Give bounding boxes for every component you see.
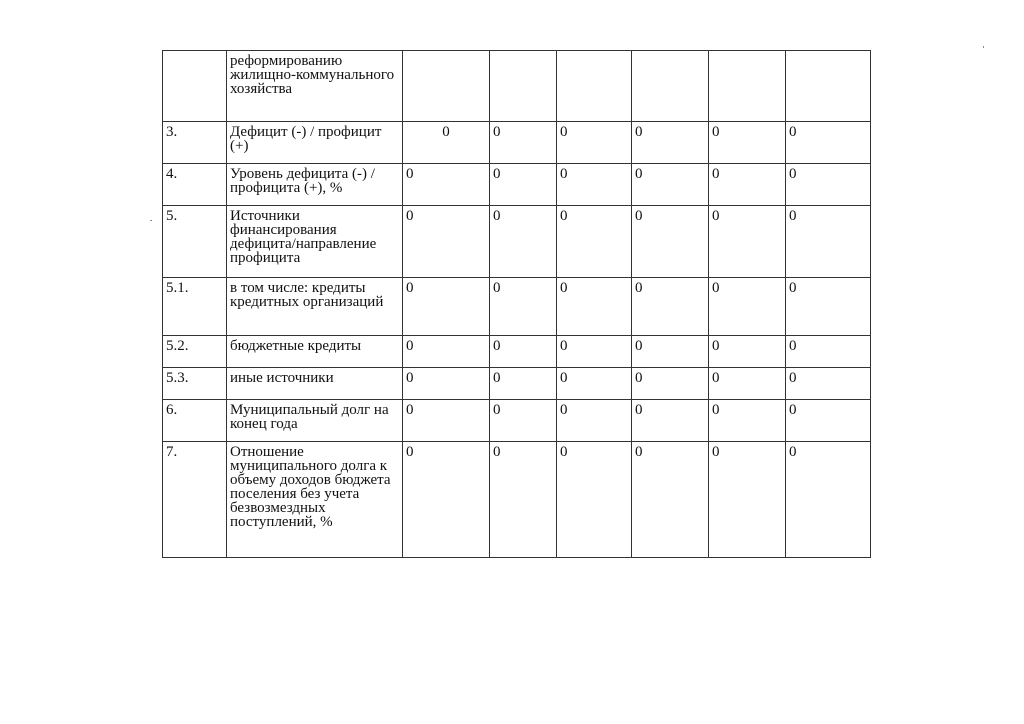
value-cell: 0 (709, 206, 786, 278)
value-cell: 0 (490, 442, 557, 558)
row-number-cell (163, 51, 227, 122)
value-cell: 0 (403, 164, 490, 206)
value-cell (557, 51, 632, 122)
value-cell: 0 (490, 206, 557, 278)
value-cell: 0 (557, 278, 632, 336)
value-cell: 0 (786, 122, 871, 164)
value-cell: 0 (557, 400, 632, 442)
value-cell: 0 (709, 122, 786, 164)
value-cell (490, 51, 557, 122)
row-number-cell: 6. (163, 400, 227, 442)
table-row (163, 400, 871, 442)
value-cell: 0 (403, 400, 490, 442)
value-cell: 0 (490, 400, 557, 442)
value-cell: 0 (557, 164, 632, 206)
budget-indicators-table (162, 50, 871, 558)
row-number-cell: 3. (163, 122, 227, 164)
value-cell: 0 (557, 206, 632, 278)
value-cell: 0 (709, 442, 786, 558)
value-cell: 0 (786, 442, 871, 558)
value-cell (709, 51, 786, 122)
table-row (163, 336, 871, 368)
table-row (163, 122, 871, 164)
indicator-label-cell: Муниципальный долг на конец года (227, 400, 403, 442)
value-cell: 0 (709, 400, 786, 442)
value-cell: 0 (403, 442, 490, 558)
indicator-label-cell: Дефицит (-) / профицит (+) (227, 122, 403, 164)
table-row (163, 206, 871, 278)
value-cell: 0 (557, 368, 632, 400)
value-cell: 0 (709, 278, 786, 336)
value-cell: 0 (786, 278, 871, 336)
value-cell: 0 (786, 164, 871, 206)
table-row (163, 164, 871, 206)
value-cell: 0 (557, 336, 632, 368)
value-cell: 0 (490, 368, 557, 400)
indicator-label-cell: Уровень дефицита (-) /профицита (+), % (227, 164, 403, 206)
indicator-label-cell: Отношение муниципального долга к объему доходов бюджета поселения без учета безвозмездных поступлений, % (227, 442, 403, 558)
value-cell: 0 (709, 336, 786, 368)
value-cell: 0 (709, 368, 786, 400)
value-cell: 0 (403, 278, 490, 336)
value-cell: 0 (632, 278, 709, 336)
table-row (163, 442, 871, 558)
value-cell: 0 (557, 122, 632, 164)
value-cell: 0 (632, 336, 709, 368)
indicator-label-cell: реформированию жилищно-коммунального хозяйства (227, 51, 403, 122)
value-cell: 0 (786, 206, 871, 278)
value-cell (403, 51, 490, 122)
value-cell: 0 (490, 278, 557, 336)
value-cell (632, 51, 709, 122)
table-body (163, 51, 871, 558)
value-cell: 0 (403, 206, 490, 278)
indicator-label-cell: в том числе: кредиты кредитных организаций (227, 278, 403, 336)
table-row (163, 51, 871, 122)
indicator-label-cell: иные источники (227, 368, 403, 400)
row-number-cell: 5.3. (163, 368, 227, 400)
indicator-label-cell: бюджетные кредиты (227, 336, 403, 368)
indicator-label-cell: Источники финансирования дефицита/направление профицита (227, 206, 403, 278)
value-cell: 0 (557, 442, 632, 558)
row-number-cell: 5.1. (163, 278, 227, 336)
row-number-cell: 4. (163, 164, 227, 206)
value-cell: 0 (490, 336, 557, 368)
value-cell: 0 (709, 164, 786, 206)
row-number-cell: 7. (163, 442, 227, 558)
row-number-cell: 5. (163, 206, 227, 278)
value-cell (786, 51, 871, 122)
value-cell: 0 (632, 122, 709, 164)
row-number-cell: 5.2. (163, 336, 227, 368)
value-cell: 0 (403, 122, 490, 164)
value-cell: 0 (403, 368, 490, 400)
value-cell: 0 (632, 368, 709, 400)
value-cell: 0 (490, 164, 557, 206)
value-cell: 0 (786, 400, 871, 442)
value-cell: 0 (786, 368, 871, 400)
table-row (163, 278, 871, 336)
value-cell: 0 (632, 442, 709, 558)
scan-speck (150, 220, 152, 221)
value-cell: 0 (632, 164, 709, 206)
value-cell: 0 (786, 336, 871, 368)
value-cell: 0 (403, 336, 490, 368)
value-cell: 0 (490, 122, 557, 164)
value-cell: 0 (632, 400, 709, 442)
value-cell: 0 (632, 206, 709, 278)
scan-speck (983, 46, 984, 48)
table-row (163, 368, 871, 400)
